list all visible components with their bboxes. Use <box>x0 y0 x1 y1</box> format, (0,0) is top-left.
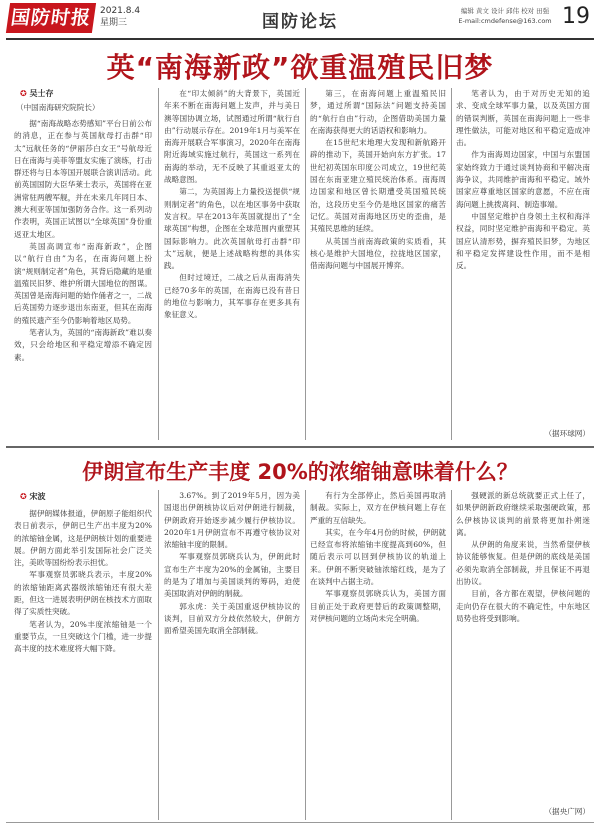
masthead <box>0 0 600 42</box>
paragraph: 军事观察员郭晓兵表示，丰度20%的浓缩铀距离武器级浓缩铀还有很大差距，但这一进展表明伊朗在核技术方面取得了实质性突破。 <box>14 570 152 617</box>
paragraph: 从伊朗的角度来说，当然希望伊核协议能够恢复。但是伊朗的底线是美国必须先取消全部制裁，并且保证不再退出协议。 <box>456 540 590 587</box>
paragraph: 3.67%。到了2019年5月，因为美国退出伊朗核协议后对伊朗进行制裁，伊朗政府开始逐步减少履行伊核协议。2020年1月伊朗宣布不再遵守核协议对浓缩铀丰度的限制。 <box>164 491 300 550</box>
column-rule <box>451 88 452 440</box>
email-text: E-mail:cmdefense@163.com <box>458 17 552 25</box>
article1-headline: 英“南海新政”欲重温殖民旧梦 <box>106 51 494 84</box>
paragraph: 但时过境迁，二战之后从南海消失已经70多年的英国，在南海已没有昔日的地位与影响力，其军事存在更多具有象征意义。 <box>164 273 300 320</box>
paragraph: 其实，在今年4月份的时候，伊朗就已经宣布将浓缩铀丰度提高到60%，但随后表示可以回到伊核协议的轨道上来。伊朗不断突破铀浓缩红线，是为了在谈判中占据主动。 <box>310 527 446 587</box>
paragraph: 第二，为英国海上力量投送提供“规则制定者”的角色，以在地区事务中获取发言权。早在2013年英国就提出了“全球英国”构想，企图在全球范围内重塑其国际影响力。此次英国航母打击群“印太”远航，便是上述战略构想的具体实践。 <box>164 187 300 271</box>
paragraph: 在“印太倾斜”的大背景下，英国近年来不断在南海问题上发声，并与美日澳等国协调立场，试图通过所谓“航行自由”行动展示存在。2019年1月与美军在南海开展联合军事演习，2020年在南海附近海域实施过航行，英国这一系列在南海的举动，无不反映了其重返亚太的战略意图。 <box>164 89 300 185</box>
article2-byline <box>20 491 46 502</box>
section-title: 国防论坛 <box>262 12 338 32</box>
footer-rule <box>6 822 594 823</box>
column-rule <box>305 88 306 440</box>
article2-headline: 伊朗宣布生产丰度 20%的浓缩铀意味着什么？ <box>82 460 518 484</box>
paragraph: 目前，各方都在观望，伊核问题的走向仍存在很大的不确定性，中东地区局势也将受到影响。 <box>456 589 590 623</box>
weekday-text: 星期三 <box>100 18 128 28</box>
paragraph: 军事观察员郭晓兵认为，美国方面目前正处于政府更替后的政策调整期，对伊核问题的立场尚未完全明确。 <box>310 589 446 623</box>
article1-affiliation: （中国南海研究院院长） <box>16 103 100 112</box>
column-rule <box>158 490 159 820</box>
paragraph: 强硬派的新总统就要正式上任了，如果伊朗新政府继续采取强硬政策，那么伊核协议谈判的前景将更加扑朔迷离。 <box>456 491 590 537</box>
paragraph: 从英国当前南海政策的实质看，其核心是维护大国地位，拉拢地区国家，借南海问题与中国展开博弈。 <box>310 236 446 271</box>
paragraph: 笔者认为，英国的“南海新政”难以奏效，只会给地区和平稳定增添不确定因素。 <box>14 328 152 362</box>
date-text: 2021.8.4 <box>100 6 141 16</box>
article1-column-4 <box>456 88 590 428</box>
paragraph: 笔者认为，20%丰度浓缩铀是一个重要节点，一旦突破这个门槛，进一步提高丰度的技术难度将大幅下降。 <box>14 619 152 654</box>
masthead-rule <box>6 38 594 40</box>
paragraph: 作为南海周边国家，中国与东盟国家始终致力于通过谈判协商和平解决南海争议，共同维护南海和平稳定。域外国家应尊重地区国家的意愿，不应在南海问题上挑拨离间、制造事端。 <box>456 150 590 209</box>
column-rule <box>305 490 306 820</box>
editor-credits <box>448 6 562 26</box>
paragraph: 第三，在南海问题上重温殖民旧梦，通过所谓“国际法”问题支持美国的“航行自由”行动，企图借助美国力量在南海获得更大的话语权和影响力。 <box>310 89 446 135</box>
article2-column-4 <box>456 490 590 806</box>
article1-source: （据环球网） <box>544 429 590 438</box>
paragraph: 军事观察员郭晓兵认为，伊朗此时宣布生产丰度为20%的金属铀，主要目的是为了增加与美国谈判的筹码，迫使美国取消对伊朗的制裁。 <box>164 552 300 599</box>
article2-column-3 <box>310 490 446 820</box>
section-divider <box>6 446 594 448</box>
article1-column-1 <box>14 118 152 440</box>
article1-column-2 <box>164 88 300 440</box>
paragraph: 有行为全部停止，然后美国再取消制裁。实际上，双方在伊核问题上存在严重的互信缺失。 <box>310 491 446 525</box>
issue-date <box>100 5 140 29</box>
article1-author: 吴士存 <box>29 89 54 98</box>
article1-column-3 <box>310 88 446 440</box>
page-number: 19 <box>562 4 590 29</box>
article2-author: 宋波 <box>29 492 46 501</box>
article2-column-2 <box>164 490 300 820</box>
article1-byline <box>20 88 54 99</box>
editors-text: 编辑 黄文 设计 邱伟 校对 田强 <box>460 7 550 15</box>
paragraph: 英国高调宣布“南海新政”，企图以“航行自由”为名，在南海问题上扮演“规则制定者”角色，其背后隐藏的是重温殖民旧梦、维护所谓大国地位的图谋。英国曾是南海问题的始作俑者之一，二战后英国势力逐步退出东南亚，但其在南海的殖民遗产至今仍影响着地区局势。 <box>14 241 152 325</box>
star-icon: ✪ <box>20 89 27 98</box>
paragraph: 据伊朗媒体报道，伊朗原子能组织代表日前表示，伊朗已生产出丰度为20%的浓缩铀金属，这是伊朗核计划的重要进展。伊朗方面此举引发国际社会广泛关注，美欧等国纷纷表示担忧。 <box>14 509 152 568</box>
column-rule <box>451 490 452 820</box>
article2-column-1 <box>14 508 152 820</box>
article2-source: （据央广网） <box>544 807 590 816</box>
paragraph: 郭永虎：关于美国重返伊核协议的谈判，目前双方分歧依然较大，伊朗方面希望美国先取消全部制裁。 <box>164 601 300 636</box>
paragraph: 在15世纪末地理大发现和新航路开辟的推动下，英国开始向东方扩张。17世纪初英国东印度公司成立，19世纪英国在东南亚建立殖民统治体系。南海周边国家和地区曾长期遭受英国殖民统治，这段历史至今仍是地区国家的痛苦记忆。英国对南海地区历史的歪曲，是其殖民思维的延续。 <box>310 138 446 234</box>
newspaper-logo: 国防时报 <box>6 3 96 33</box>
paragraph: 据“南海战略态势感知”平台日前公布的消息，正在参与英国航母打击群“印太”远航任务的“伊丽莎白女王”号航母近日在南海与美菲等盟友实施了演练，打击群还将与日本等国开展联合演训活动。此前英国国防大臣华莱士表示，英国将在亚洲常驻两艘军舰，并在未来几年同日本、澳大利亚等国加强防务合作。这一系列动作表明，英国正试图以“全球英国”身份重返亚太地区。 <box>14 119 152 239</box>
paragraph: 笔者认为，由于对历史无知的追求、变成全球军事力量，以及英国方面的错误判断，英国在南海问题上一些非理性做法，可能对地区和平稳定造成冲击。 <box>456 89 590 148</box>
column-rule <box>158 88 159 440</box>
paragraph: 中国坚定维护自身领土主权和海洋权益，同时坚定维护南海和平稳定。英国应认清形势，摒弃殖民旧梦，为地区和平稳定发挥建设性作用，而不是相反。 <box>456 211 590 271</box>
star-icon: ✪ <box>20 492 27 501</box>
